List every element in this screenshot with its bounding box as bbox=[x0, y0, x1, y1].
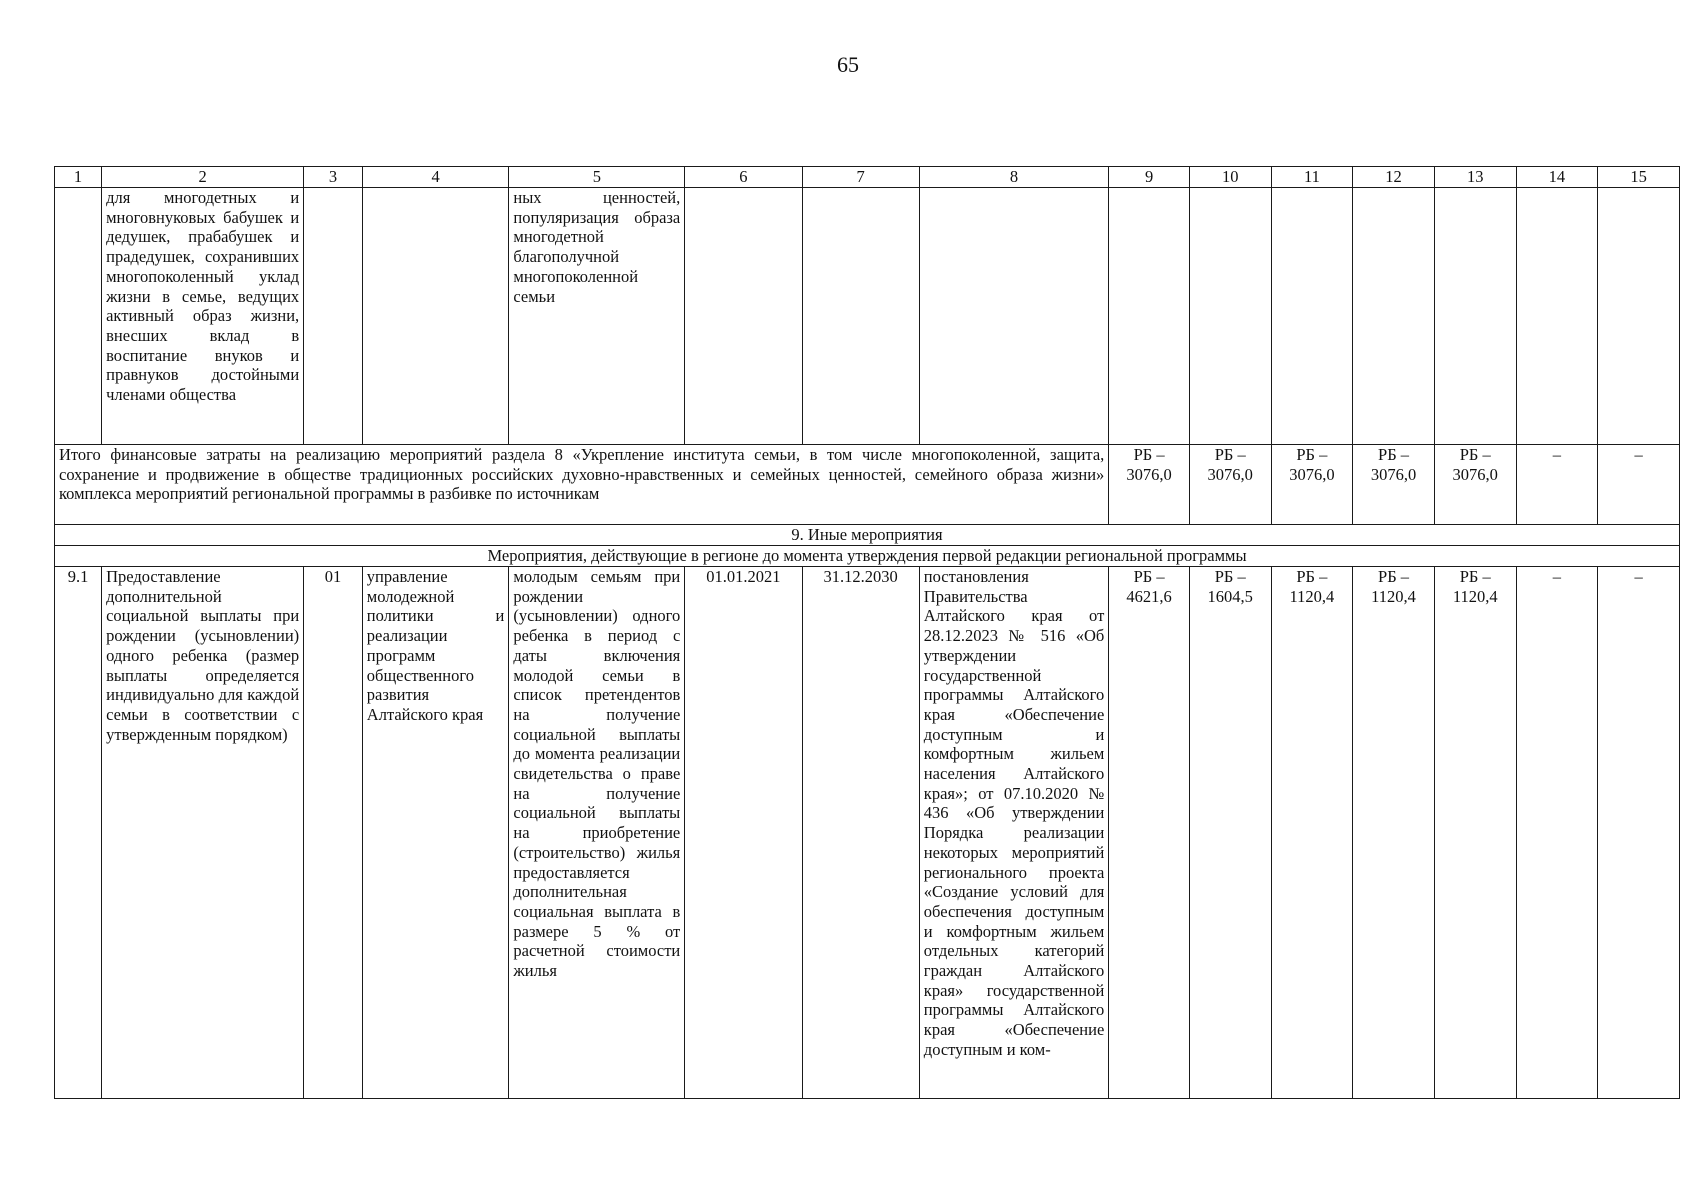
total-col9: РБ – 3076,0 bbox=[1109, 445, 1190, 525]
header-col-4: 4 bbox=[362, 167, 509, 188]
header-col-8: 8 bbox=[919, 167, 1109, 188]
header-col-1: 1 bbox=[55, 167, 102, 188]
measures-table bbox=[54, 166, 1680, 1099]
header-col-11: 11 bbox=[1271, 167, 1353, 188]
header-col-9: 9 bbox=[1109, 167, 1190, 188]
header-col-2: 2 bbox=[102, 167, 304, 188]
total-col12: РБ – 3076,0 bbox=[1353, 445, 1435, 525]
row-number: 9.1 bbox=[55, 567, 102, 1099]
responsible-executor: управление молодежной политики и реализации программ общественного развития Алтайского края bbox=[362, 567, 509, 1099]
header-col-12: 12 bbox=[1353, 167, 1435, 188]
total-col11: РБ – 3076,0 bbox=[1271, 445, 1353, 525]
end-date: 31.12.2030 bbox=[802, 567, 919, 1099]
header-col-15: 15 bbox=[1598, 167, 1680, 188]
header-col-13: 13 bbox=[1434, 167, 1516, 188]
funding-col11: РБ – 1120,4 bbox=[1271, 567, 1353, 1099]
funding-col10: РБ – 1604,5 bbox=[1189, 567, 1271, 1099]
total-col13: РБ – 3076,0 bbox=[1434, 445, 1516, 525]
header-col-6: 6 bbox=[685, 167, 802, 188]
start-date: 01.01.2021 bbox=[685, 567, 802, 1099]
header-col-3: 3 bbox=[304, 167, 363, 188]
continued-cell-col2: для многодетных и многовнуковых бабушек и дедушек, прабабушек и прадедушек, сохранивших многопоколенный уклад жизни в семье, ведущих активный образ жизни, внесших вклад в воспитание внуков и правнуков достойными членами общества bbox=[102, 188, 304, 445]
total-col10: РБ – 3076,0 bbox=[1189, 445, 1271, 525]
measure-description: молодым семьям при рождении (усыновлении) одного ребенка в период с даты включения молодой семьи в список претендентов на получение социальной выплаты до момента реализации свидетельства о праве на получение социальной выплаты на приобретение (строительство) жилья предоставляется дополнительная социальная выплата в размере 5 % от расчетной стоимости жилья bbox=[509, 567, 685, 1099]
funding-col9: РБ – 4621,6 bbox=[1109, 567, 1190, 1099]
header-col-5: 5 bbox=[509, 167, 685, 188]
total-col15: – bbox=[1598, 445, 1680, 525]
measure-name: Предоставление дополнительной социальной выплаты при рождении (усыновлении) одного ребенка (размер выплаты определяется индивидуально для каждой семьи в соответствии с утвержденным порядком) bbox=[102, 567, 304, 1099]
funding-col15: – bbox=[1598, 567, 1680, 1099]
funding-col12: РБ – 1120,4 bbox=[1353, 567, 1435, 1099]
total-col14: – bbox=[1516, 445, 1598, 525]
page-number: 65 bbox=[837, 52, 859, 77]
legal-basis: постановления Правительства Алтайского края от 28.12.2023 № 516 «Об утверждении государственной программы Алтайского края «Обеспечение доступным и комфортным жильем населения Алтайского края»; от 07.10.2020 № 436 «Об утверждении Порядка реализации некоторых мероприятий регионального проекта «Создание условий для обеспечения доступным и комфортным жильем отдельных категорий граждан Алтайского края» государственной программы Алтайского края «Обеспечение доступным и ком- bbox=[919, 567, 1109, 1099]
header-row bbox=[55, 167, 1680, 188]
section-subtitle-row bbox=[55, 546, 1680, 567]
section-title-row bbox=[55, 525, 1680, 546]
table-row bbox=[55, 188, 1680, 445]
header-col-14: 14 bbox=[1516, 167, 1598, 188]
header-col-7: 7 bbox=[802, 167, 919, 188]
section-title: 9. Иные мероприятия bbox=[55, 525, 1680, 546]
funding-col13: РБ – 1120,4 bbox=[1434, 567, 1516, 1099]
section-subtitle: Мероприятия, действующие в регионе до момента утверждения первой редакции региональной программы bbox=[55, 546, 1680, 567]
financial-total-label: Итого финансовые затраты на реализацию мероприятий раздела 8 «Укрепление института семьи, в том числе многопоколенной, защита, сохранение и продвижение в обществе традиционных российских духовно-нравственных и семейных ценностей, семейного образа жизни» комплекса мероприятий региональной программы в разбивке по источникам bbox=[55, 445, 1109, 525]
continued-cell-col5: ных ценностей, популяризация образа многодетной благополучной многопоколенной семьи bbox=[509, 188, 685, 445]
table-row bbox=[55, 567, 1680, 1099]
financial-total-row bbox=[55, 445, 1680, 525]
header-col-10: 10 bbox=[1189, 167, 1271, 188]
measure-code: 01 bbox=[304, 567, 363, 1099]
funding-col14: – bbox=[1516, 567, 1598, 1099]
